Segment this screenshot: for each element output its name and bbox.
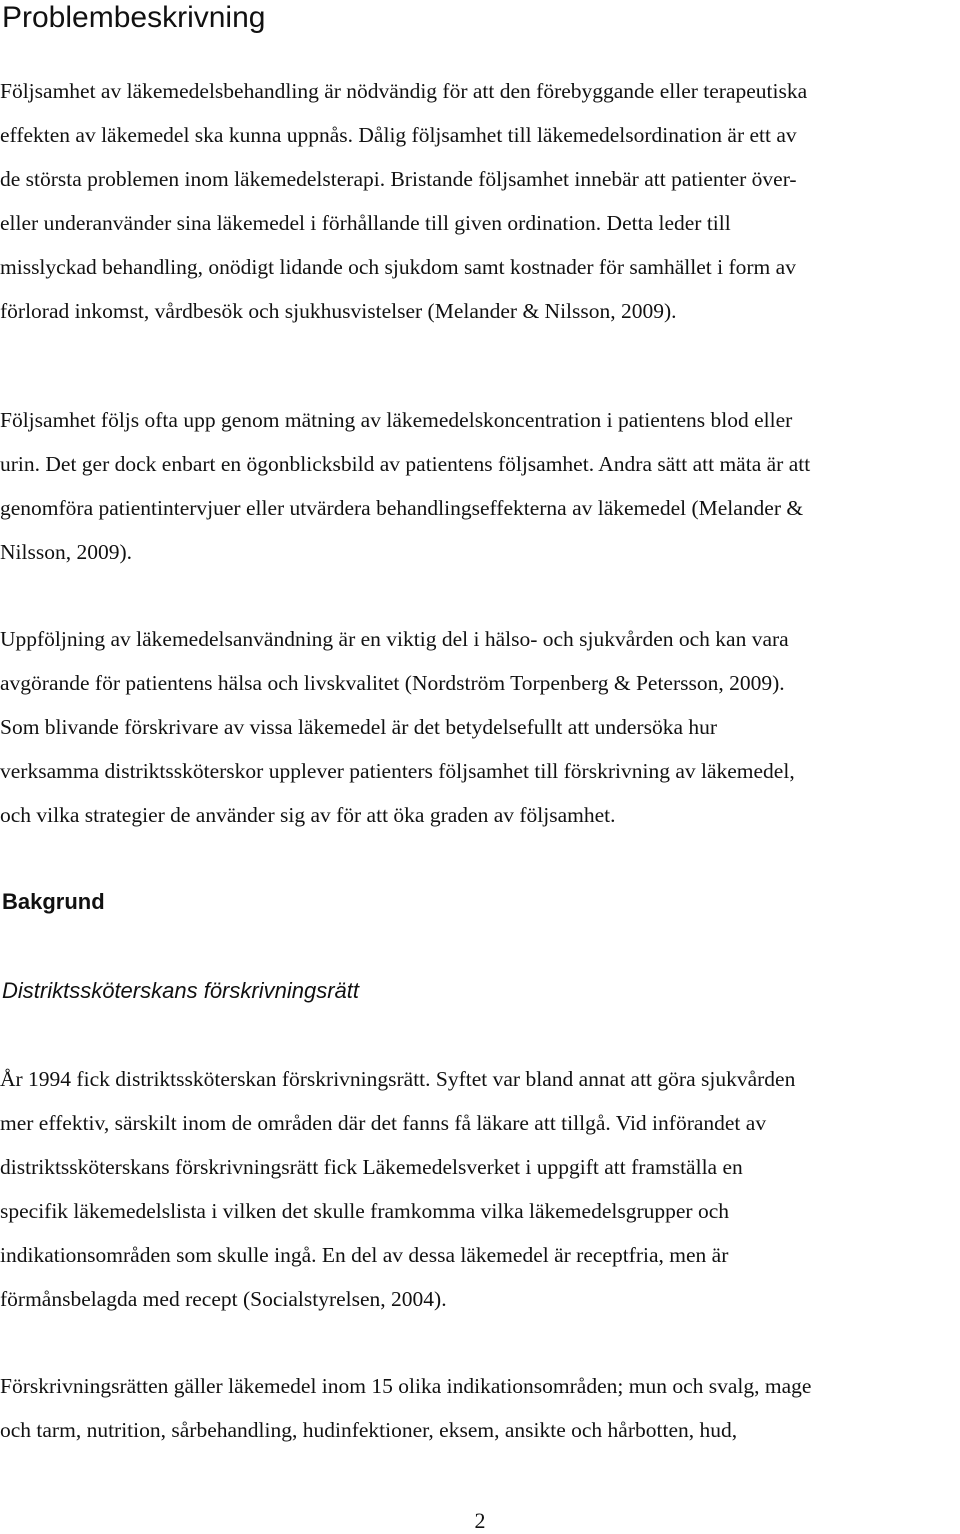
paragraph-line: År 1994 fick distriktssköterskan förskrivningsrätt. Syftet var bland annat att göra sjukvården: [0, 1067, 796, 1091]
paragraph-line: specifik läkemedelslista i vilken det skulle framkomma vilka läkemedelsgrupper och: [0, 1199, 729, 1223]
page-number: 2: [474, 1508, 486, 1533]
paragraph-line: Uppföljning av läkemedelsanvändning är en viktig del i hälso- och sjukvården och kan vara: [0, 627, 789, 651]
paragraph-line: effekten av läkemedel ska kunna uppnås. Dålig följsamhet till läkemedelsordination är ett av: [0, 123, 797, 147]
subsection-heading-prescribing-rights: Distriktssköterskans förskrivningsrätt: [2, 978, 359, 1003]
paragraph-line: förlorad inkomst, vårdbesök och sjukhusvistelser (Melander & Nilsson, 2009).: [0, 299, 677, 323]
paragraph-line: misslyckad behandling, onödigt lidande och sjukdom samt kostnader för samhället i form av: [0, 255, 796, 279]
paragraph-adherence-intro: [0, 69, 960, 333]
paragraph-line: Följsamhet följs ofta upp genom mätning av läkemedelskoncentration i patientens blod eller: [0, 408, 793, 432]
paragraph-line: indikationsområden som skulle ingå. En del av dessa läkemedel är receptfria, men är: [0, 1243, 729, 1267]
paragraph-line: Som blivande förskrivare av vissa läkemedel är det betydelsefullt att undersöka hur: [0, 715, 718, 739]
paragraph-indication-areas: [0, 1364, 960, 1452]
paragraph-line: Nilsson, 2009).: [0, 540, 132, 564]
paragraph-follow-up: [0, 617, 960, 837]
paragraph-line: avgörande för patientens hälsa och livskvalitet (Nordström Torpenberg & Petersson, 2009).: [0, 671, 785, 695]
paragraph-line: verksamma distriktssköterskor upplever patienters följsamhet till förskrivning av läkemedel,: [0, 759, 795, 783]
paragraph-line: Följsamhet av läkemedelsbehandling är nödvändig för att den förebyggande eller terapeutiska: [0, 79, 808, 103]
paragraph-line: distriktssköterskans förskrivningsrätt fick Läkemedelsverket i uppgift att framställa en: [0, 1155, 743, 1179]
paragraph-prescribing-history: [0, 1057, 960, 1321]
paragraph-line: och vilka strategier de använder sig av för att öka graden av följsamhet.: [0, 803, 616, 827]
paragraph-adherence-measurement: [0, 398, 960, 574]
paragraph-line: förmånsbelagda med recept (Socialstyrelsen, 2004).: [0, 1287, 447, 1311]
page-title: Problembeskrivning: [2, 1, 266, 34]
paragraph-line: Förskrivningsrätten gäller läkemedel inom 15 olika indikationsområden; mun och svalg, mage: [0, 1374, 812, 1398]
paragraph-line: mer effektiv, särskilt inom de områden där det fanns få läkare att tillgå. Vid införandet av: [0, 1111, 767, 1135]
paragraph-line: och tarm, nutrition, sårbehandling, hudinfektioner, eksem, ansikte och hårbotten, hud,: [0, 1418, 738, 1442]
paragraph-line: genomföra patientintervjuer eller utvärdera behandlingseffekterna av läkemedel (Melander &: [0, 496, 804, 520]
section-heading-background: Bakgrund: [2, 889, 105, 914]
paragraph-line: de största problemen inom läkemedelsterapi. Bristande följsamhet innebär att patienter över-: [0, 167, 797, 191]
paragraph-line: eller underanvänder sina läkemedel i förhållande till given ordination. Detta leder till: [0, 211, 731, 235]
paragraph-line: urin. Det ger dock enbart en ögonblicksbild av patientens följsamhet. Andra sätt att mäta är att: [0, 452, 811, 476]
